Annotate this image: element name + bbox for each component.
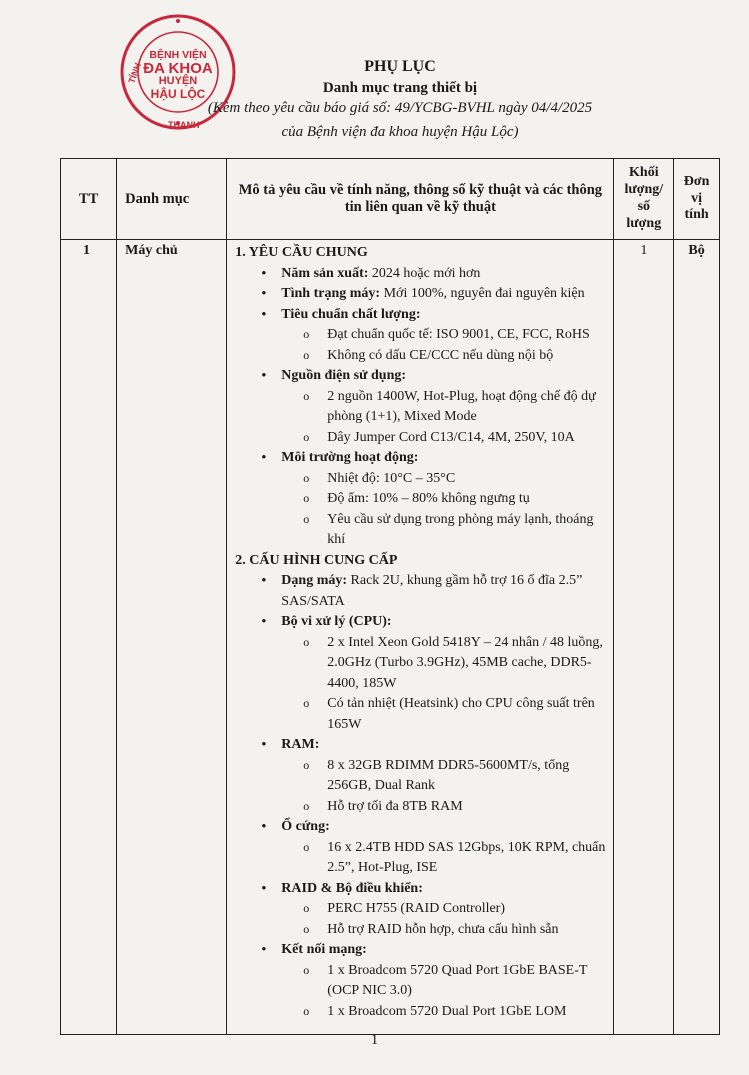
seal-line-1: BỆNH VIỆN	[149, 48, 207, 61]
spec-subitem: o Hỗ trợ RAID hỗn hợp, chưa cấu hình sẵn	[235, 920, 609, 941]
spec-label: RAID & Bộ điều khiển:	[281, 880, 423, 896]
equipment-table	[60, 158, 720, 1035]
section-heading: 2. CẤU HÌNH CUNG CẤP	[235, 552, 398, 568]
cell-don-vi: Bộ	[674, 240, 720, 1035]
spec-label: Bộ vi xử lý (CPU):	[281, 614, 392, 629]
spec-subitem: o Nhiệt độ: 10°C – 35°C	[235, 469, 609, 490]
spec-label: Năm sản xuất:	[281, 265, 369, 281]
spec-subitem: o Hỗ trợ tối đa 8TB RAM	[235, 797, 609, 818]
spec-item	[235, 571, 609, 612]
cell-tt: 1	[61, 240, 117, 1035]
spec-subitem: o 8 x 32GB RDIMM DDR5-5600MT/s, tổng 256GB, Dual Rank	[235, 756, 609, 797]
header-tt: TT	[61, 159, 117, 240]
spec-value: Rack 2U, khung gầm hỗ trợ 16 ổ đĩa 2.5” SAS/SATA	[281, 573, 583, 609]
cell-danh-muc: Máy chủ	[117, 240, 227, 1035]
spec-subitem: o Đạt chuẩn quốc tế: ISO 9001, CE, FCC, RoHS	[235, 325, 609, 346]
spec-label: Tiêu chuẩn chất lượng:	[281, 306, 421, 322]
spec-item	[235, 735, 609, 756]
spec-label: Tình trạng máy:	[281, 286, 381, 301]
header-mo-ta: Mô tả yêu cầu về tính năng, thông số kỹ thuật và các thông tin liên quan về kỹ thuật	[227, 159, 614, 240]
spec-label: RAM:	[281, 737, 320, 752]
spec-subitem: o 16 x 2.4TB HDD SAS 12Gbps, 10K RPM, chuẩn 2.5”, Hot-Plug, ISE	[235, 838, 609, 879]
spec-subitem: o 2 nguồn 1400W, Hot-Plug, hoạt động chế độ dự phòng (1+1), Mixed Mode	[235, 387, 609, 428]
spec-subitem: o Dây Jumper Cord C13/C14, 4M, 250V, 10A	[235, 428, 609, 449]
seal-ring-bottom: THANH	[168, 120, 200, 130]
spec-subitem: o 2 x Intel Xeon Gold 5418Y – 24 nhân / 48 luồng, 2.0GHz (Turbo 3.9GHz), 45MB cache, DDR5-4400, 185W	[235, 633, 609, 695]
header-danh-muc: Danh mục	[117, 159, 227, 240]
page-number: 1	[370, 1032, 379, 1048]
spec-subitem: o Không có dấu CE/CCC nếu dùng nội bộ	[235, 346, 609, 367]
spec-item	[235, 612, 609, 633]
section-heading: 1. YÊU CẦU CHUNG	[235, 245, 368, 260]
seal-ring-left: TỈNH	[126, 61, 144, 85]
seal-line-3: HUYỆN	[158, 75, 198, 88]
spec-label: Nguồn điện sử dụng:	[281, 368, 407, 383]
spec-label: Ổ cứng:	[281, 819, 330, 834]
spec-value: 2024 hoặc mới hơn	[368, 265, 481, 281]
page-title: PHỤ LỤC	[364, 58, 436, 75]
spec-item	[235, 284, 609, 305]
spec-subitem: o 1 x Broadcom 5720 Quad Port 1GbE BASE-T (OCP NIC 3.0)	[235, 961, 609, 1002]
header-khoi-luong: Khối lượng/ số lượng	[614, 159, 674, 240]
spec-item	[235, 448, 609, 469]
cell-mo-ta	[227, 240, 614, 1035]
spec-value: Mới 100%, nguyên đai nguyên kiện	[380, 286, 585, 301]
seal-line-2: ĐA KHOA	[143, 59, 213, 77]
spec-item	[235, 817, 609, 838]
spec-subitem: o Độ ẩm: 10% – 80% không ngưng tụ	[235, 489, 609, 510]
reference-line-2: của Bệnh viện đa khoa huyện Hậu Lộc)	[281, 124, 519, 140]
spec-item	[235, 940, 609, 961]
page-subtitle: Danh mục trang thiết bị	[322, 80, 478, 96]
table-row	[61, 240, 720, 1035]
header-don-vi: Đơn vị tính	[674, 159, 720, 240]
spec-subitem: o PERC H755 (RAID Controller)	[235, 899, 609, 920]
spec-item	[235, 366, 609, 387]
spec-label: Kết nối mạng:	[281, 942, 367, 957]
table-header-row	[61, 159, 720, 240]
seal-line-4: HẬU LỘC	[150, 86, 206, 101]
spec-item	[235, 879, 609, 900]
spec-label: Môi trường hoạt động:	[281, 450, 419, 465]
spec-item	[235, 305, 609, 326]
spec-subitem: o Yêu cầu sử dụng trong phòng máy lạnh, thoáng khí	[235, 510, 609, 551]
reference-line-1: (Kèm theo yêu cầu báo giá số: 49/YCBG-BVHL ngày 04/4/2025	[207, 100, 593, 116]
spec-item	[235, 264, 609, 285]
cell-khoi-luong: 1	[614, 240, 674, 1035]
spec-label: Dạng máy:	[281, 573, 348, 588]
spec-subitem: o Có tản nhiệt (Heatsink) cho CPU công suất trên 165W	[235, 694, 609, 735]
spec-subitem: o 1 x Broadcom 5720 Dual Port 1GbE LOM	[235, 1002, 609, 1023]
